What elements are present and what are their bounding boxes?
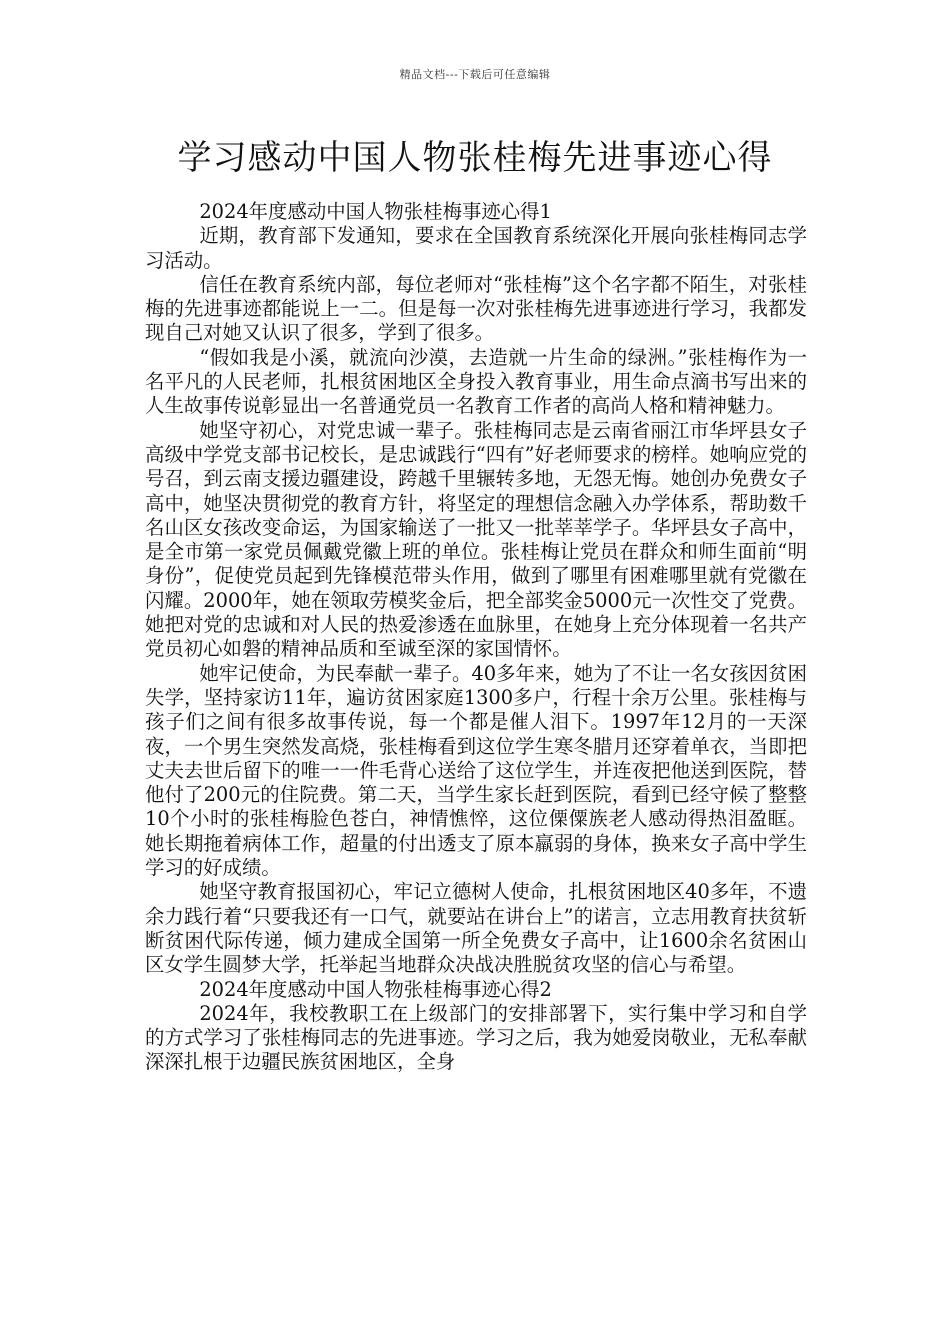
- paragraph: “假如我是小溪，就流向沙漠，去造就一片生命的绿洲。”张桂梅作为一名平凡的人民老师，扎根贫困地区全身投入教育事业，用生命点滴书写出来的人生故事传说彰显出一名普通党员一名教育工作者的高尚人格和精神魅力。: [145, 345, 807, 418]
- paragraph: 信任在教育系统内部，每位老师对“张桂梅”这个名字都不陌生，对张桂梅的先进事迹都能说上一二。但是每一次对张桂梅先进事迹进行学习，我都发现自己对她又认识了很多，学到了很多。: [145, 272, 807, 345]
- page-title: 学习感动中国人物张桂梅先进事迹心得: [177, 138, 773, 178]
- section-heading-2: 2024年度感动中国人物张桂梅事迹心得2: [199, 977, 552, 1001]
- paragraph: 2024年，我校教职工在上级部门的安排部署下，实行集中学习和自学的方式学习了张桂梅同志的先进事迹。学习之后，我为她爱岗敬业，无私奉献深深扎根于边疆民族贫困地区，全身: [145, 1001, 807, 1074]
- document-body: [145, 200, 807, 1075]
- paragraph: 她坚守教育报国初心，牢记立德树人使命，扎根贫困地区40多年，不遗余力践行着“只要我还有一口气，就要站在讲台上”的诺言，立志用教育扶贫斩断贫困代际传递，倾力建成全国第一所全免费女子高中，让1600余名贫困山区女学生圆梦大学，托举起当地群众决战决胜脱贫攻坚的信心与希望。: [145, 880, 807, 977]
- paragraph: 近期，教育部下发通知，要求在全国教育系统深化开展向张桂梅同志学习活动。: [145, 224, 807, 272]
- section-heading-1: 2024年度感动中国人物张桂梅事迹心得1: [199, 200, 552, 223]
- paragraph: 她牢记使命，为民奉献一辈子。40多年来，她为了不让一名女孩因贫困失学，坚持家访11年，遍访贫困家庭1300多户，行程十余万公里。张桂梅与孩子们之间有很多故事传说，每一个都是催人泪下。1997年12月的一天深夜，一个男生突然发高烧，张桂梅看到这位学生寒冬腊月还穿着单衣，当即把丈夫去世后留下的唯一一件毛背心送给了这位学生，并连夜把他送到医院，替他付了200元的住院费。第二天，当学生家长赶到医院，看到已经守候了整整10个小时的张桂梅脸色苍白，神情憔悴，这位傈僳族老人感动得热泪盈眶。她长期拖着病体工作，超量的付出透支了原本羸弱的身体，换来女子高中学生学习的好成绩。: [145, 661, 807, 880]
- paragraph: 她坚守初心，对党忠诚一辈子。张桂梅同志是云南省丽江市华坪县女子高级中学党支部书记校长，是忠诚践行“四有”好老师要求的榜样。她响应党的号召，到云南支援边疆建设，跨越千里辗转多地，无怨无悔。她创办免费女子高中，她坚决贯彻党的教育方针，将坚定的理想信念融入办学体系，帮助数千名山区女孩改变命运，为国家输送了一批又一批莘莘学子。华坪县女子高中，是全市第一家党员佩戴党徽上班的单位。张桂梅让党员在群众和师生面前“明身份”，促使党员起到先锋模范带头作用，做到了哪里有困难哪里就有党徽在闪耀。2000年，她在领取劳模奖金后，把全部奖金5000元一次性交了党费。她把对党的忠诚和对人民的热爱渗透在血脉里，在她身上充分体现着一名共产党员初心如磐的精神品质和至诚至深的家国情怀。: [145, 418, 807, 661]
- page-header-note: 精品文档---下载后可任意编辑: [399, 68, 551, 81]
